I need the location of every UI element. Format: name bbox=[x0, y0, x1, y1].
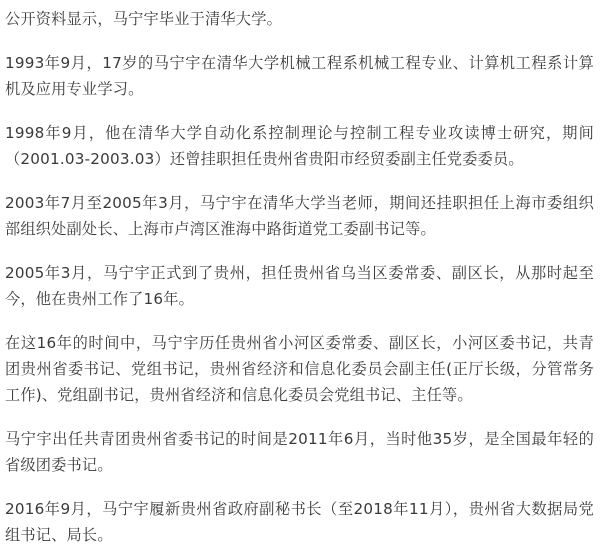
paragraph-2005: 2005年3月，马宁宇正式到了贵州，担任贵州省乌当区委常委、副区长，从那时起至今，他在贵州工作了16年。 bbox=[5, 264, 594, 308]
paragraph-graduation: 公开资料显示，马宁宇毕业于清华大学。 bbox=[5, 10, 282, 28]
paragraph-2016: 2016年9月，马宁宇履新贵州省政府副秘书长（至2018年11月），贵州省大数据局党组书记、局长。 bbox=[5, 500, 594, 544]
paragraph-youth-league: 马宁宇出任共青团贵州省委书记的时间是2011年6月，当时他35岁，是全国最年轻的省级团委书记。 bbox=[5, 430, 594, 474]
paragraph-2003: 2003年7月至2005年3月，马宁宇在清华大学当老师，期间还挂职担任上海市委组织部组织处副处长、上海市卢湾区淮海中路街道党工委副书记等。 bbox=[5, 194, 594, 238]
paragraph-1998: 1998年9月，他在清华大学自动化系控制理论与控制工程专业攻读博士研究，期间（2001.03-2003.03）还曾挂职担任贵州省贵阳市经贸委副主任党委委员。 bbox=[5, 124, 594, 168]
paragraph-16-years: 在这16年的时间中，马宁宇历任贵州省小河区委常委、副区长，小河区委书记，共青团贵州省委书记、党组书记，贵州省经济和信息化委员会副主任(正厅长级，分管常务工作)、党组副书记，贵州省经济和信息化委员会党组书记、主任等。 bbox=[5, 334, 594, 404]
paragraph-1993: 1993年9月，17岁的马宁宇在清华大学机械工程系机械工程专业、计算机工程系计算机及应用专业学习。 bbox=[5, 54, 594, 98]
